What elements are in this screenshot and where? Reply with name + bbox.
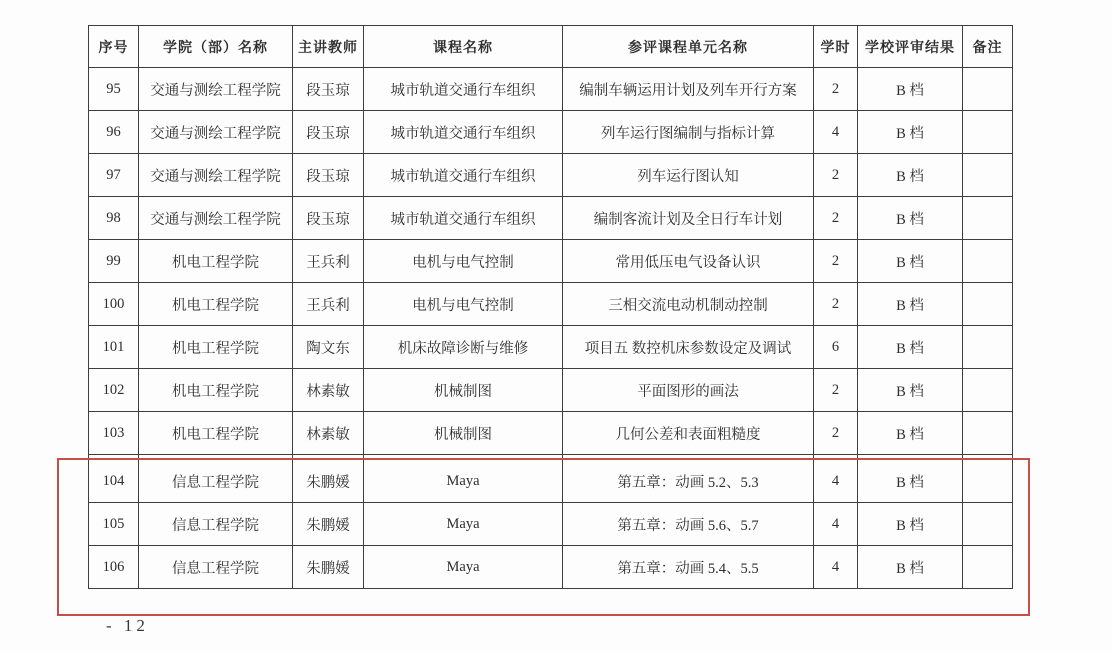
cell-unit: 第五章：动画 5.4、5.5: [563, 546, 814, 589]
cell-no: 104: [89, 460, 139, 503]
table-row: [89, 326, 1013, 369]
cell-unit: 编制车辆运用计划及列车开行方案: [563, 68, 814, 111]
cell-teacher: 林素敏: [293, 412, 364, 455]
cell-college: 交通与测绘工程学院: [139, 197, 293, 240]
cell-unit: 三相交流电动机制动控制: [563, 283, 814, 326]
cell-course: 机械制图: [364, 412, 563, 455]
cell-teacher: 朱鹏媛: [293, 460, 364, 503]
cell-course: 城市轨道交通行车组织: [364, 197, 563, 240]
cell-remark: [963, 68, 1013, 111]
table-header-row: [89, 26, 1013, 68]
cell-hours: 4: [814, 111, 858, 154]
cell-college: 机电工程学院: [139, 283, 293, 326]
cell-result: B 档: [858, 197, 963, 240]
cell-teacher: 段玉琼: [293, 68, 364, 111]
table-row: [89, 154, 1013, 197]
cell-college: 信息工程学院: [139, 460, 293, 503]
table-row: [89, 111, 1013, 154]
cell-unit: 常用低压电气设备认识: [563, 240, 814, 283]
cell-result: B 档: [858, 460, 963, 503]
cell-no: 100: [89, 283, 139, 326]
cell-remark: [963, 154, 1013, 197]
cell-no: 96: [89, 111, 139, 154]
cell-college: 机电工程学院: [139, 240, 293, 283]
cell-teacher: 朱鹏媛: [293, 503, 364, 546]
cell-college: 交通与测绘工程学院: [139, 68, 293, 111]
cell-result: B 档: [858, 240, 963, 283]
cell-teacher: 王兵利: [293, 240, 364, 283]
cell-result: B 档: [858, 68, 963, 111]
cell-course: Maya: [364, 546, 563, 589]
cell-no: 99: [89, 240, 139, 283]
cell-hours: 2: [814, 412, 858, 455]
cell-unit: 第五章：动画 5.2、5.3: [563, 460, 814, 503]
cell-no: 101: [89, 326, 139, 369]
course-evaluation-table: [88, 25, 1013, 589]
table-row: [89, 412, 1013, 455]
cell-unit: 列车运行图认知: [563, 154, 814, 197]
cell-hours: 4: [814, 546, 858, 589]
cell-teacher: 朱鹏媛: [293, 546, 364, 589]
column-header-hours: 学时: [814, 26, 858, 68]
table-row: [89, 68, 1013, 111]
cell-remark: [963, 460, 1013, 503]
cell-course: 城市轨道交通行车组织: [364, 68, 563, 111]
cell-college: 交通与测绘工程学院: [139, 154, 293, 197]
cell-unit: 平面图形的画法: [563, 369, 814, 412]
cell-result: B 档: [858, 326, 963, 369]
column-header-result: 学校评审结果: [858, 26, 963, 68]
cell-remark: [963, 503, 1013, 546]
cell-college: 机电工程学院: [139, 412, 293, 455]
column-header-teacher: 主讲教师: [293, 26, 364, 68]
column-header-course: 课程名称: [364, 26, 563, 68]
cell-result: B 档: [858, 283, 963, 326]
cell-remark: [963, 197, 1013, 240]
cell-remark: [963, 412, 1013, 455]
cell-result: B 档: [858, 369, 963, 412]
cell-no: 105: [89, 503, 139, 546]
cell-result: B 档: [858, 154, 963, 197]
table-body-section-1: [89, 68, 1013, 455]
cell-course: 机械制图: [364, 369, 563, 412]
cell-college: 信息工程学院: [139, 503, 293, 546]
table-body-section-2: [89, 460, 1013, 589]
cell-college: 机电工程学院: [139, 369, 293, 412]
cell-hours: 4: [814, 503, 858, 546]
table-row: [89, 460, 1013, 503]
cell-teacher: 陶文东: [293, 326, 364, 369]
cell-hours: 2: [814, 369, 858, 412]
cell-teacher: 段玉琼: [293, 197, 364, 240]
cell-hours: 6: [814, 326, 858, 369]
column-header-college: 学院（部）名称: [139, 26, 293, 68]
table-row: [89, 503, 1013, 546]
cell-hours: 2: [814, 154, 858, 197]
cell-remark: [963, 369, 1013, 412]
cell-result: B 档: [858, 412, 963, 455]
page-number: - 12: [106, 616, 149, 635]
cell-result: B 档: [858, 111, 963, 154]
column-header-unit: 参评课程单元名称: [563, 26, 814, 68]
cell-remark: [963, 111, 1013, 154]
cell-no: 98: [89, 197, 139, 240]
column-header-no: 序号: [89, 26, 139, 68]
cell-unit: 列车运行图编制与指标计算: [563, 111, 814, 154]
cell-hours: 2: [814, 68, 858, 111]
cell-no: 103: [89, 412, 139, 455]
cell-course: 城市轨道交通行车组织: [364, 154, 563, 197]
cell-no: 106: [89, 546, 139, 589]
cell-course: 城市轨道交通行车组织: [364, 111, 563, 154]
cell-college: 交通与测绘工程学院: [139, 111, 293, 154]
cell-hours: 2: [814, 197, 858, 240]
cell-no: 102: [89, 369, 139, 412]
cell-no: 97: [89, 154, 139, 197]
cell-remark: [963, 283, 1013, 326]
cell-remark: [963, 546, 1013, 589]
cell-hours: 2: [814, 283, 858, 326]
column-header-remark: 备注: [963, 26, 1013, 68]
cell-remark: [963, 326, 1013, 369]
cell-teacher: 王兵利: [293, 283, 364, 326]
cell-unit: 第五章：动画 5.6、5.7: [563, 503, 814, 546]
cell-unit: 项目五 数控机床参数设定及调试: [563, 326, 814, 369]
cell-unit: 几何公差和表面粗糙度: [563, 412, 814, 455]
cell-teacher: 段玉琼: [293, 111, 364, 154]
cell-unit: 编制客流计划及全日行车计划: [563, 197, 814, 240]
cell-course: 机床故障诊断与维修: [364, 326, 563, 369]
cell-course: Maya: [364, 503, 563, 546]
cell-college: 信息工程学院: [139, 546, 293, 589]
cell-college: 机电工程学院: [139, 326, 293, 369]
cell-hours: 2: [814, 240, 858, 283]
table-row: [89, 240, 1013, 283]
cell-course: Maya: [364, 460, 563, 503]
cell-course: 电机与电气控制: [364, 240, 563, 283]
cell-teacher: 林素敏: [293, 369, 364, 412]
cell-course: 电机与电气控制: [364, 283, 563, 326]
cell-result: B 档: [858, 546, 963, 589]
table-row: [89, 546, 1013, 589]
table-row: [89, 369, 1013, 412]
cell-teacher: 段玉琼: [293, 154, 364, 197]
cell-hours: 4: [814, 460, 858, 503]
cell-no: 95: [89, 68, 139, 111]
cell-remark: [963, 240, 1013, 283]
table-row: [89, 197, 1013, 240]
table-row: [89, 283, 1013, 326]
cell-result: B 档: [858, 503, 963, 546]
